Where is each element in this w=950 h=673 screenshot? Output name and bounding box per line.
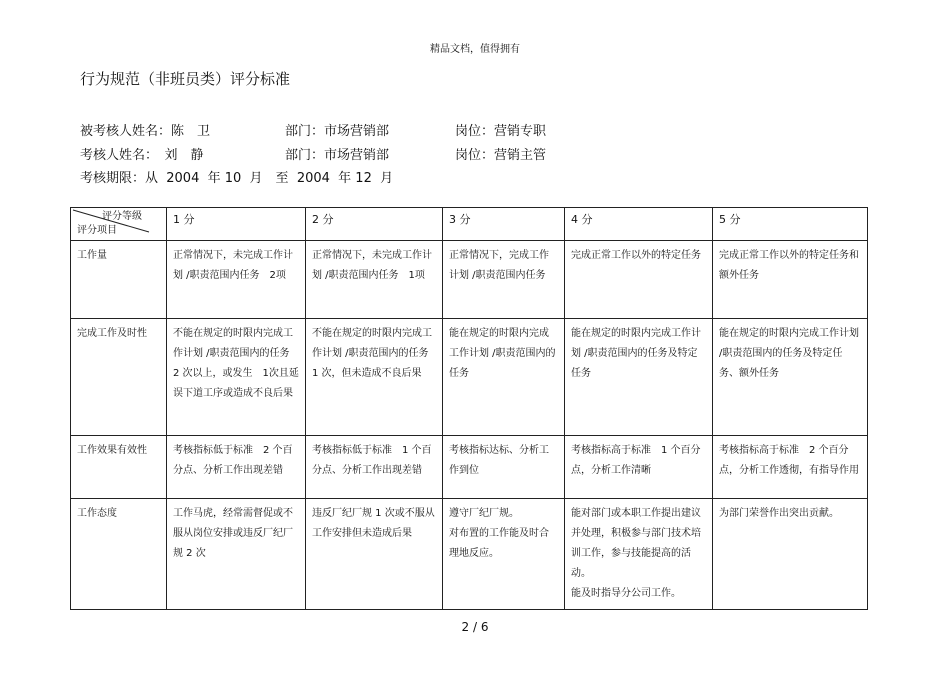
corner-cell [71, 208, 167, 241]
table-cell: 工作马虎，经常需督促或不服从岗位安排或违反厂纪厂规 2 次 [167, 499, 306, 610]
page-title: 行为规范（非班员类）评分标准 [80, 70, 291, 88]
examiner-dept: 部门：市场营销部 [285, 148, 390, 163]
table-cell: 能在规定的时限内完成工作计划 /职责范围内的任务及特定任务、额外任务 [713, 319, 868, 436]
scoring-table [70, 207, 868, 610]
row-item-label: 工作态度 [71, 499, 167, 610]
table-header-row [71, 208, 868, 241]
table-cell: 正常情况下，未完成工作计划 /职责范围内任务 1项 [306, 241, 443, 319]
table-cell: 正常情况下，完成工作计划 /职责范围内任务 [443, 241, 565, 319]
corner-top-label: 评分等级 [102, 211, 142, 222]
assessment-period: 考核期限：从 2004 年 10 月 至 2004 年 12 月 [80, 171, 394, 186]
table-cell: 考核指标高于标准 1 个百分点，分析工作清晰 [565, 436, 713, 499]
table-cell: 为部门荣誉作出突出贡献。 [713, 499, 868, 610]
table-cell: 不能在规定的时限内完成工作计划 /职责范围内的任务 2 次以上，或发生 1次且延误下道工序或造成不良后果 [167, 319, 306, 436]
column-header: 4 分 [565, 208, 713, 241]
page-number: 2 / 6 [461, 620, 489, 634]
table-row [71, 241, 868, 319]
column-header: 2 分 [306, 208, 443, 241]
table-cell: 不能在规定的时限内完成工作计划 /职责范围内的任务 1 次，但未造成不良后果 [306, 319, 443, 436]
table-cell: 考核指标低于标准 2 个百分点、分析工作出现差错 [167, 436, 306, 499]
examinee-name: 被考核人姓名：陈 卫 [80, 124, 211, 139]
corner-bottom-label: 评分项目 [77, 225, 117, 236]
column-header: 1 分 [167, 208, 306, 241]
table-cell: 能对部门或本职工作提出建议并处理，积极参与部门技术培训工作，参与技能提高的活动。 能及时指导分公司工作。 [565, 499, 713, 610]
column-header: 5 分 [713, 208, 868, 241]
table-row [71, 319, 868, 436]
row-item-label: 工作效果有效性 [71, 436, 167, 499]
table-cell: 违反厂纪厂规 1 次或不服从工作安排但未造成后果 [306, 499, 443, 610]
table-row [71, 436, 868, 499]
table-cell: 完成正常工作以外的特定任务 [565, 241, 713, 319]
table-cell: 能在规定的时限内完成工作计划 /职责范围内的任务及特定任务 [565, 319, 713, 436]
examiner-name: 考核人姓名： 刘 静 [80, 148, 204, 163]
table-row [71, 499, 868, 610]
column-header: 3 分 [443, 208, 565, 241]
row-item-label: 完成工作及时性 [71, 319, 167, 436]
table-cell: 考核指标达标、分析工作到位 [443, 436, 565, 499]
examiner-post: 岗位：营销主管 [455, 148, 547, 163]
table-cell: 正常情况下，未完成工作计划 /职责范围内任务 2项 [167, 241, 306, 319]
row-item-label: 工作量 [71, 241, 167, 319]
table-cell: 能在规定的时限内完成工作计划 /职责范围内的任务 [443, 319, 565, 436]
header-note: 精品文档，值得拥有 [430, 44, 520, 55]
table-cell: 完成正常工作以外的特定任务和额外任务 [713, 241, 868, 319]
examinee-post: 岗位：营销专职 [455, 124, 547, 139]
examinee-dept: 部门：市场营销部 [285, 124, 390, 139]
table-cell: 遵守厂纪厂规。 对布置的工作能及时合理地反应。 [443, 499, 565, 610]
table-cell: 考核指标低于标准 1 个百分点、分析工作出现差错 [306, 436, 443, 499]
table-cell: 考核指标高于标准 2 个百分点，分析工作透彻，有指导作用 [713, 436, 868, 499]
